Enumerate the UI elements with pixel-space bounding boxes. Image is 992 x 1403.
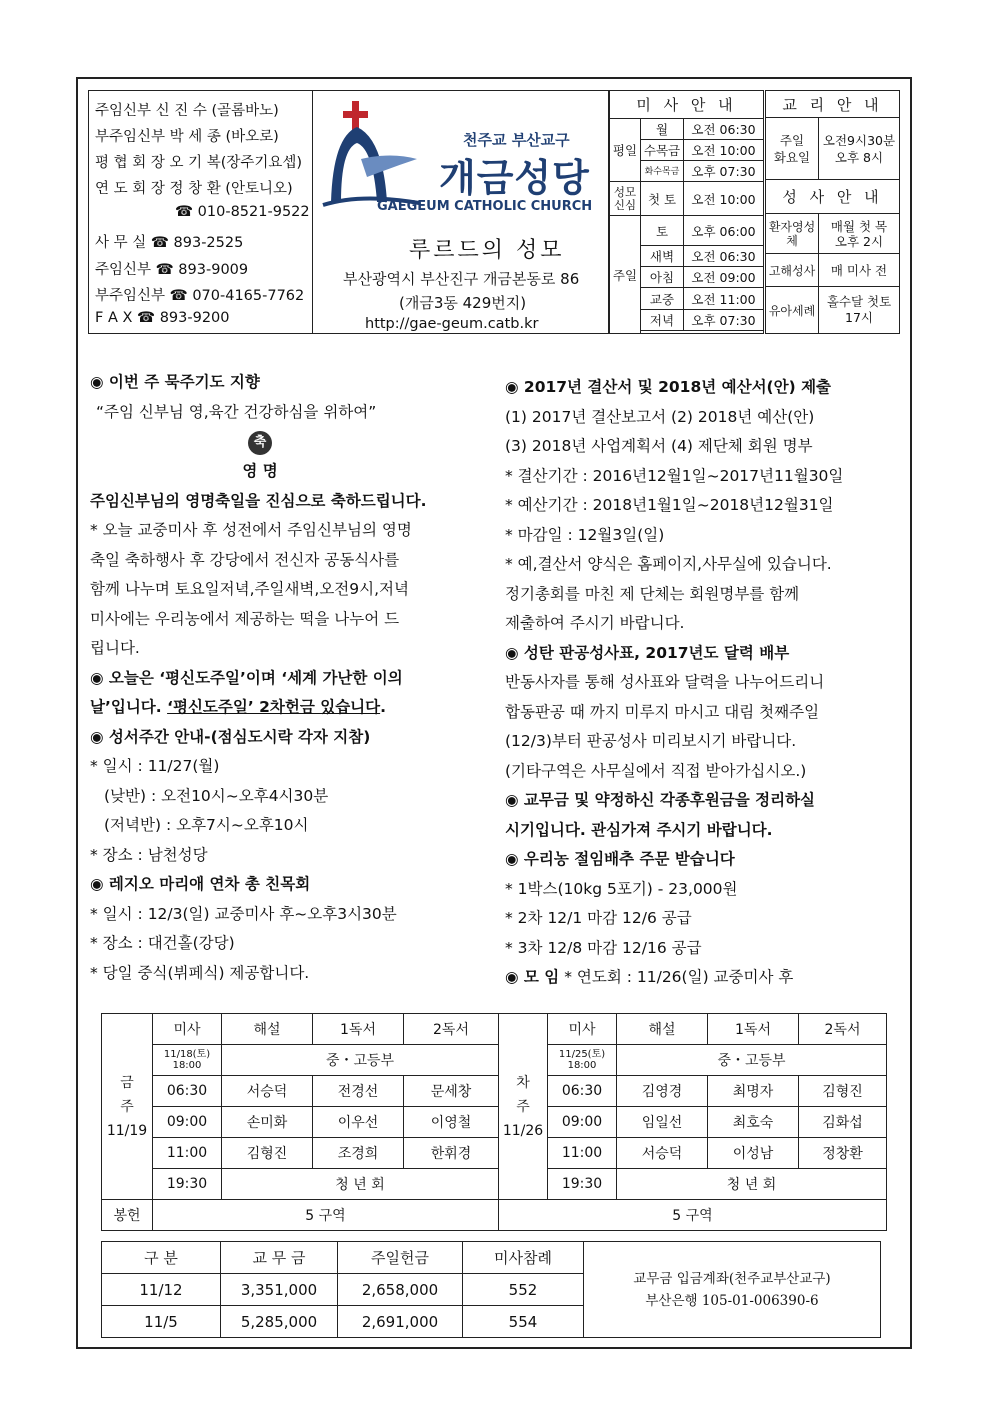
mass-time: 오전 09:00	[684, 267, 764, 288]
body-line: * 오늘 교중미사 후 성전에서 주임신부님의 영명	[90, 521, 412, 539]
mass-time: 오후 07:30	[684, 160, 764, 181]
roster-time: 11:00	[153, 1138, 222, 1169]
body-line: * 연도회 : 11/26(일) 교중미사 후	[564, 968, 794, 986]
body-line: 함께 나누며 토요일저녁,주일새벽,오전9시,저녁	[90, 580, 409, 598]
this-week-label: 금 주 11/19	[102, 1014, 153, 1200]
liturgy-roster	[101, 1013, 887, 1231]
roster-name: 이성남	[708, 1138, 799, 1169]
finance-cell: 2,658,000	[338, 1274, 463, 1306]
mass-day: 토	[641, 216, 684, 246]
catechism-days: 주일 화요일	[766, 118, 819, 180]
roster-group: 중・고등부	[222, 1045, 499, 1076]
church-logo-block	[313, 90, 609, 334]
body-line: 미사에는 우리농에서 제공하는 떡을 나누어 드	[90, 609, 400, 628]
body-line: * 일시 : 11/27(월)	[90, 757, 220, 775]
church-name: 개금성당	[439, 156, 590, 200]
roster-header: 1독서	[313, 1014, 404, 1045]
mass-schedule	[609, 90, 764, 334]
section-heading-underline: ‘평신도주일’ 2차헌금 있습니다	[167, 698, 381, 716]
body-line: 정기총회를 마친 제 단체는 회원명부를 함께	[505, 584, 800, 603]
catechism-title: 교 리 안 내	[766, 91, 900, 118]
section-heading: ◉ 2017년 결산서 및 2018년 예산서(안) 제출	[505, 378, 832, 396]
roster-time: 11:00	[548, 1138, 617, 1169]
roster-name: 서승덕	[617, 1138, 708, 1169]
right-column	[505, 373, 905, 993]
finance-table	[101, 1241, 881, 1338]
roster-header: 미사	[548, 1014, 617, 1045]
staff-list	[88, 90, 313, 334]
roster-time: 11/18(토) 18:00	[153, 1045, 222, 1076]
mass-time: 오전 10:00	[684, 181, 764, 215]
left-column: ◉ 이번 주 묵주기도 지향 “주임 신부님 영,육간 건강하심을 위하여” 축 영 명 주임신부님의 영명축일을 진심으로 축하드립니다. * 오늘 교중미사 후 성전에서 주임신부님의 영명 축일 축하행사 후 강당에서 전신자 공동식사를 함께 나누며 토요일저녁,주일새벽,오전9시,저녁 미사에는 우리농에서 제공하는 떡을 나누어 드 립니다. ◉ 오늘은 ‘평신도주일’이며 ‘세계 가난한 이의 날’입니다. ‘평신도주일’ 2차헌금 있습니다. ◉ 성서주간 안내-(점심도시락 각자 지참) * 일시 : 11/27(월) (낮반) : 오전10시~오후4시30분 (저녁반) : 오후7시~오후10시 * 장소 : 남천성당 ◉ 레지오 마리애 연차 총 친목회 * 일시 : 12/3(일) 교중미사 후~오후3시30분 * 장소 : 대건홀(강당) * 당일 중식(뷔페식) 제공합니다.	[90, 368, 490, 988]
diocese-name: 천주교 부산교구	[463, 131, 570, 149]
sacrament-name: 환자영성체	[766, 214, 819, 254]
body-line: (저녁반) : 오후7시~오후10시	[104, 816, 309, 834]
roster-name: 최호숙	[708, 1107, 799, 1138]
section-heading: 날’입니다.	[90, 698, 168, 716]
mass-day: 아침	[641, 267, 684, 288]
mass-time: 오전 06:30	[684, 118, 764, 139]
church-motto: 루르드의 성모	[409, 238, 565, 263]
office-phone: 사 무 실 ☎ 893-2525	[95, 235, 244, 251]
section-heading: ◉ 성탄 판공성사표, 2017년도 달력 배부	[505, 643, 790, 662]
roster-time: 11/25(토) 18:00	[548, 1045, 617, 1076]
mass-time: 오후 06:00	[684, 216, 764, 246]
sacrament-time: 홀수달 첫토 17시	[819, 287, 900, 334]
section-heading: 시기입니다. 관심가져 주시기 바랍니다.	[505, 820, 773, 839]
roster-group: 청 년 회	[617, 1169, 887, 1200]
roster-group: 중・고등부	[617, 1045, 887, 1076]
roster-name: 최명자	[708, 1076, 799, 1107]
finance-cell: 552	[463, 1274, 584, 1306]
mass-day: 교중	[641, 288, 684, 309]
roster-header: 해설	[617, 1014, 708, 1045]
body-line: * 3차 12/8 마감 12/16 공급	[505, 938, 702, 957]
roster-time: 19:30	[153, 1169, 222, 1200]
roster-name: 한휘경	[404, 1138, 499, 1169]
roster-time: 06:30	[548, 1076, 617, 1107]
mass-day: 수목금	[641, 139, 684, 160]
account-info	[584, 1242, 881, 1338]
body-line: (기타구역은 사무실에서 직접 받아가십시오.)	[505, 761, 807, 780]
mass-day: 저녁	[641, 309, 684, 330]
body-line: (낮반) : 오전10시~오후4시30분	[104, 786, 329, 805]
account-title: 교무금 입금계좌(천주교부산교구)	[633, 1270, 831, 1287]
sunday-label: 주일	[610, 216, 641, 334]
body-line: * 마감일 : 12월3일(일)	[505, 525, 665, 544]
finance-cell: 11/5	[102, 1306, 221, 1338]
roster-header: 1독서	[708, 1014, 799, 1045]
pastor-phone: 주임신부 ☎ 893-9009	[95, 262, 249, 278]
offertory-this-week: 5 구역	[153, 1200, 499, 1231]
mass-time: 오전 11:00	[684, 288, 764, 309]
sacrament-name: 고해성사	[766, 254, 819, 287]
assistant-phone: 부주임신부 ☎ 070-4165-7762	[95, 288, 305, 304]
sacrament-time: 매월 첫 목 오후 2시	[819, 214, 900, 254]
church-english-name: GAEGEUM CATHOLIC CHURCH	[377, 199, 593, 214]
sacrament-time: 매 미사 전	[819, 254, 900, 287]
mass-day: 화수목금	[641, 160, 684, 181]
roster-header: 미사	[153, 1014, 222, 1045]
church-logo-icon	[321, 97, 421, 209]
finance-header: 주일헌금	[338, 1242, 463, 1274]
church-url[interactable]: http://gae-geum.catb.kr	[365, 316, 539, 332]
fax: F A X ☎ 893-9200	[95, 310, 230, 326]
body-line: 제출하여 주시기 바랍니다.	[505, 614, 685, 632]
staff-line: 연 도 회 장 정 창 환 (안토니오)	[95, 181, 293, 197]
mass-title: 미 사 안 내	[610, 91, 764, 119]
body-line: (3) 2018년 사업계획서 (4) 제단체 회원 명부	[505, 437, 813, 455]
offertory-label: 봉헌	[102, 1200, 153, 1231]
body-line: 축일 축하행사 후 강당에서 전신자 공동식사를	[90, 550, 400, 569]
sacrament-title: 성 사 안 내	[766, 180, 900, 214]
roster-name: 전경선	[313, 1076, 404, 1107]
roster-time: 09:00	[153, 1107, 222, 1138]
section-heading: ◉ 교무금 및 약정하신 각종후원금을 정리하실	[505, 791, 816, 809]
roster-time: 06:30	[153, 1076, 222, 1107]
roster-name: 김영경	[617, 1076, 708, 1107]
body-line: (12/3)부터 판공성사 미리보시기 바랍니다.	[505, 732, 797, 750]
body-line: 립니다.	[90, 639, 140, 657]
roster-name: 김형진	[799, 1076, 887, 1107]
staff-line: 평 협 회 장 오 기 복(장주기요셉)	[95, 155, 303, 171]
body-line: * 장소 : 남천성당	[90, 845, 208, 864]
body-line: * 일시 : 12/3(일) 교중미사 후~오후3시30분	[90, 904, 397, 923]
roster-name: 이영철	[404, 1107, 499, 1138]
roster-time: 19:30	[548, 1169, 617, 1200]
header	[88, 90, 900, 334]
church-address: 부산광역시 부산진구 개금본동로 86	[343, 270, 580, 288]
roster-name: 서승덕	[222, 1076, 313, 1107]
sacrament-name: 유아세례	[766, 287, 819, 334]
staff-line: 주임신부 신 진 수 (골롬바노)	[95, 103, 279, 119]
weekday-label: 평일	[610, 118, 641, 181]
section-title: 영 명	[242, 462, 278, 480]
mass-time: 오전 10:00	[684, 139, 764, 160]
mass-day: 첫 토	[641, 181, 684, 215]
body-line: * 결산기간 : 2016년12월1일~2017년11월30일	[505, 466, 844, 485]
offertory-next-week: 5 구역	[499, 1200, 887, 1231]
section-heading: ◉ 레지오 마리애 연차 총 친목회	[90, 875, 311, 893]
staff-phone: ☎ 010-8521-9522	[175, 204, 310, 220]
church-address-2: (개금3동 429번지)	[399, 294, 527, 312]
prayer-intention: “주임 신부님 영,육간 건강하심을 위하여”	[96, 402, 377, 421]
section-heading: ◉ 성서주간 안내-(점심도시락 각자 지참)	[90, 727, 371, 746]
roster-header: 2독서	[404, 1014, 499, 1045]
staff-line: 부주임신부 박 세 종 (바오로)	[95, 129, 279, 145]
section-heading: ◉ 우리농 절임배추 주문 받습니다	[505, 850, 735, 868]
section-heading: ◉ 이번 주 묵주기도 지향	[90, 373, 260, 391]
body-line: * 당일 중식(뷔페식) 제공합니다.	[90, 963, 310, 982]
celebration-badge-icon: 축	[248, 431, 272, 455]
finance-cell: 554	[463, 1306, 584, 1338]
finance-cell: 3,351,000	[221, 1274, 338, 1306]
finance-cell: 5,285,000	[221, 1306, 338, 1338]
roster-header: 2독서	[799, 1014, 887, 1045]
mass-time: 오전 06:30	[684, 246, 764, 267]
finance-header: 미사참례	[463, 1242, 584, 1274]
body-line: 합동판공 때 까지 미루지 마시고 대림 첫째주일	[505, 702, 820, 721]
body-line: * 예,결산서 양식은 홈페이지,사무실에 있습니다.	[505, 555, 832, 573]
finance-cell: 11/12	[102, 1274, 221, 1306]
next-week-label: 차 주 11/26	[499, 1014, 548, 1200]
roster-group: 청 년 회	[222, 1169, 499, 1200]
body-text: 주임신부님의 영명축일을 진심으로 축하드립니다.	[90, 491, 427, 510]
finance-header: 교 무 금	[221, 1242, 338, 1274]
account-number: 부산은행 105-01-006390-6	[645, 1292, 819, 1309]
roster-name: 김화섭	[799, 1107, 887, 1138]
roster-name: 문세창	[404, 1076, 499, 1107]
body-line: 반동사자를 통해 성사표와 달력을 나누어드리니	[505, 673, 825, 691]
roster-time: 09:00	[548, 1107, 617, 1138]
body-line: * 장소 : 대건홀(강당)	[90, 934, 235, 952]
body-line: * 1박스(10kg 5포기) - 23,000원	[505, 879, 738, 898]
section-heading: ◉ 오늘은 ‘평신도주일’이며 ‘세계 가난한 이의	[90, 668, 403, 687]
roster-name: 조경희	[313, 1138, 404, 1169]
body-line: * 예산기간 : 2018년1월1일~2018년12월31일	[505, 496, 834, 514]
body-line: * 2차 12/1 마감 12/6 공급	[505, 909, 692, 927]
roster-name: 김형진	[222, 1138, 313, 1169]
section-heading: ◉ 모 임	[505, 968, 560, 986]
finance-header: 구 분	[102, 1242, 221, 1274]
first-sat-label: 성모신심	[610, 181, 641, 215]
body-line: (1) 2017년 결산보고서 (2) 2018년 예산(안)	[505, 407, 815, 426]
catechism-times: 오전9시30분 오후 8시	[819, 118, 900, 180]
mass-time: 오후 07:30	[684, 309, 764, 330]
roster-name: 이우선	[313, 1107, 404, 1138]
celebration-badge	[30, 427, 490, 457]
mass-day: 월	[641, 118, 684, 139]
roster-name: 손미화	[222, 1107, 313, 1138]
finance-cell: 2,691,000	[338, 1306, 463, 1338]
catechism-sacrament	[765, 90, 900, 334]
roster-name: 임일선	[617, 1107, 708, 1138]
roster-name: 정창환	[799, 1138, 887, 1169]
roster-header: 해설	[222, 1014, 313, 1045]
mass-day: 새벽	[641, 246, 684, 267]
